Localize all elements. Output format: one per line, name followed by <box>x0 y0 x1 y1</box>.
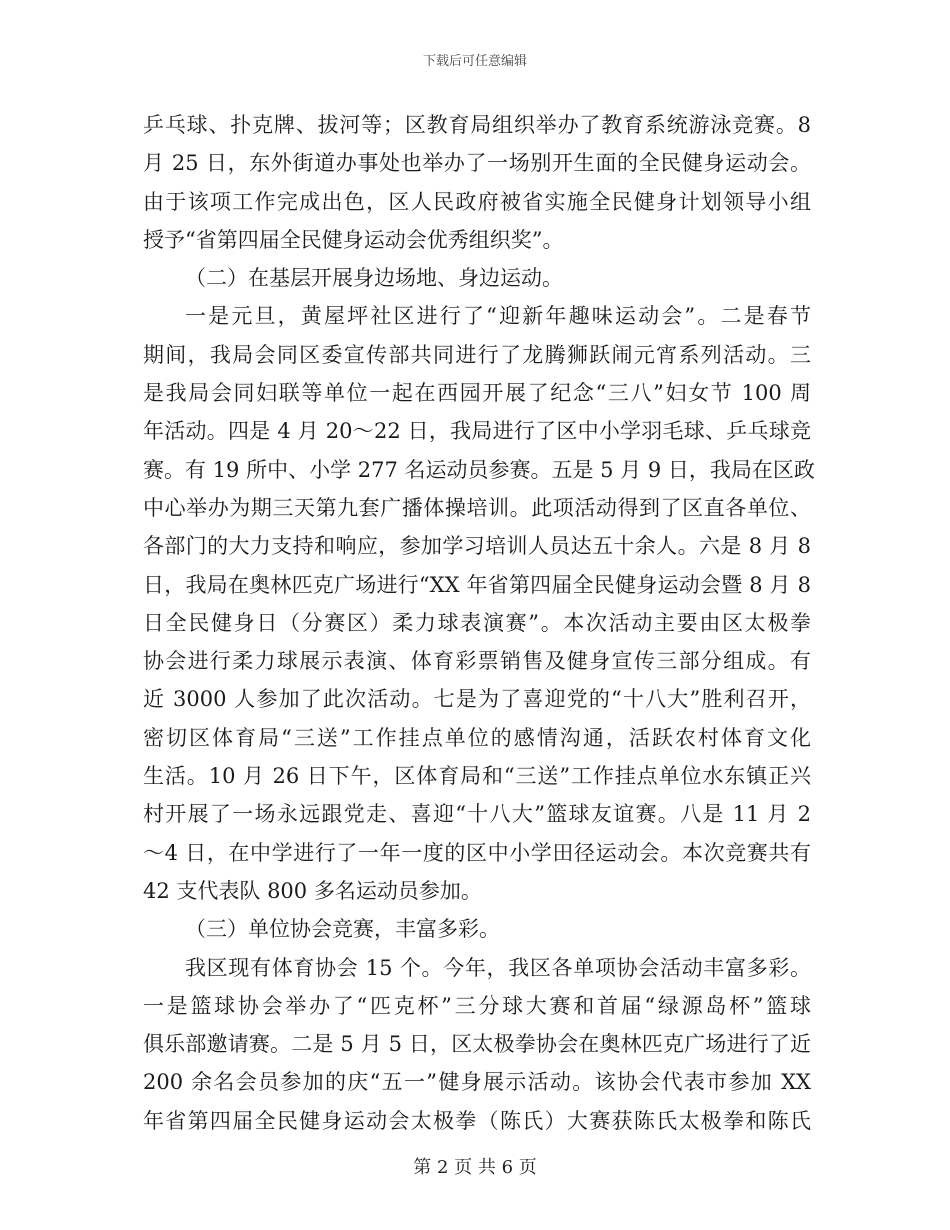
document-body <box>143 106 815 1140</box>
text-line: 年省第四届全民健身运动会太极拳（陈氏）大赛获陈氏太极拳和陈氏 <box>143 1108 811 1133</box>
text-line: ～4 日，在中学进行了一年一度的区中小学田径运动会。本次竞赛共有 <box>143 840 811 865</box>
text-line: 日全民健身日（分赛区）柔力球表演赛”。本次活动主要由区太极拳 <box>143 610 811 635</box>
text-line: 赛。有 19 所中、小学 277 名运动员参赛。五是 5 月 9 日，我局在区政 <box>143 457 815 482</box>
text-line: （二）在基层开展身边场地、身边运动。 <box>185 266 563 291</box>
text-line: 是我局会同妇联等单位一起在西园开展了纪念“三八”妇女节 100 周 <box>143 381 811 406</box>
text-line: 授予“省第四届全民健身运动会优秀组织奖”。 <box>143 227 564 252</box>
text-line: 42 支代表队 800 多名运动员参加。 <box>143 878 482 903</box>
text-line: 期间，我局会同区委宣传部共同进行了龙腾狮跃闹元宵系列活动。三 <box>143 342 811 367</box>
text-line: 近 3000 人参加了此次活动。七是为了喜迎党的“十八大”胜利召开， <box>143 687 811 712</box>
text-line: 俱乐部邀请赛。二是 5 月 5 日，区太极拳协会在奥林匹克广场进行了近 <box>143 1032 811 1057</box>
text-line: 村开展了一场永远跟党走、喜迎“十八大”篮球友谊赛。八是 11 月 2 <box>143 802 811 827</box>
text-line: 协会进行柔力球展示表演、体育彩票销售及健身宣传三部分组成。有 <box>143 649 811 674</box>
text-line: 我区现有体育协会 15 个。今年，我区各单项协会活动丰富多彩。 <box>185 955 811 980</box>
text-line: （三）单位协会竞赛，丰富多彩。 <box>185 917 500 942</box>
page-header: 下载后可任意编辑 <box>422 54 527 69</box>
text-line: 各部门的大力支持和响应，参加学习培训人员达五十余人。六是 8 月 8 <box>143 534 811 559</box>
text-line: 乒乓球、扑克牌、拔河等；区教育局组织举办了教育系统游泳竞赛。8 <box>143 113 811 137</box>
text-line: 生活。10 月 26 日下午，区体育局和“三送”工作挂点单位水东镇正兴 <box>143 764 811 789</box>
text-line: 日，我局在奥林匹克广场进行“XX 年省第四届全民健身运动会暨 8 月 8 <box>143 572 811 597</box>
text-line: 一是元旦，黄屋坪社区进行了“迎新年趣味运动会”。二是春节 <box>185 304 811 329</box>
page-footer: 第 2 页 共 6 页 <box>413 1157 537 1178</box>
text-line: 由于该项工作完成出色，区人民政府被省实施全民健身计划领导小组 <box>143 189 811 214</box>
text-line: 密切区体育局“三送”工作挂点单位的感情沟通，活跃农村体育文化 <box>143 725 811 750</box>
text-line: 200 余名会员参加的庆“五一”健身展示活动。该协会代表市参加 XX <box>143 1070 811 1095</box>
text-line: 中心举办为期三天第九套广播体操培训。此项活动得到了区直各单位、 <box>143 495 811 520</box>
text-line: 年活动。四是 4 月 20～22 日，我局进行了区中小学羽毛球、乒乓球竞 <box>143 419 811 444</box>
text-line: 一是篮球协会举办了“匹克杯”三分球大赛和首届“绿源岛杯”篮球 <box>143 993 811 1018</box>
text-line: 月 25 日，东外街道办事处也举办了一场别开生面的全民健身运动会。 <box>143 151 811 176</box>
